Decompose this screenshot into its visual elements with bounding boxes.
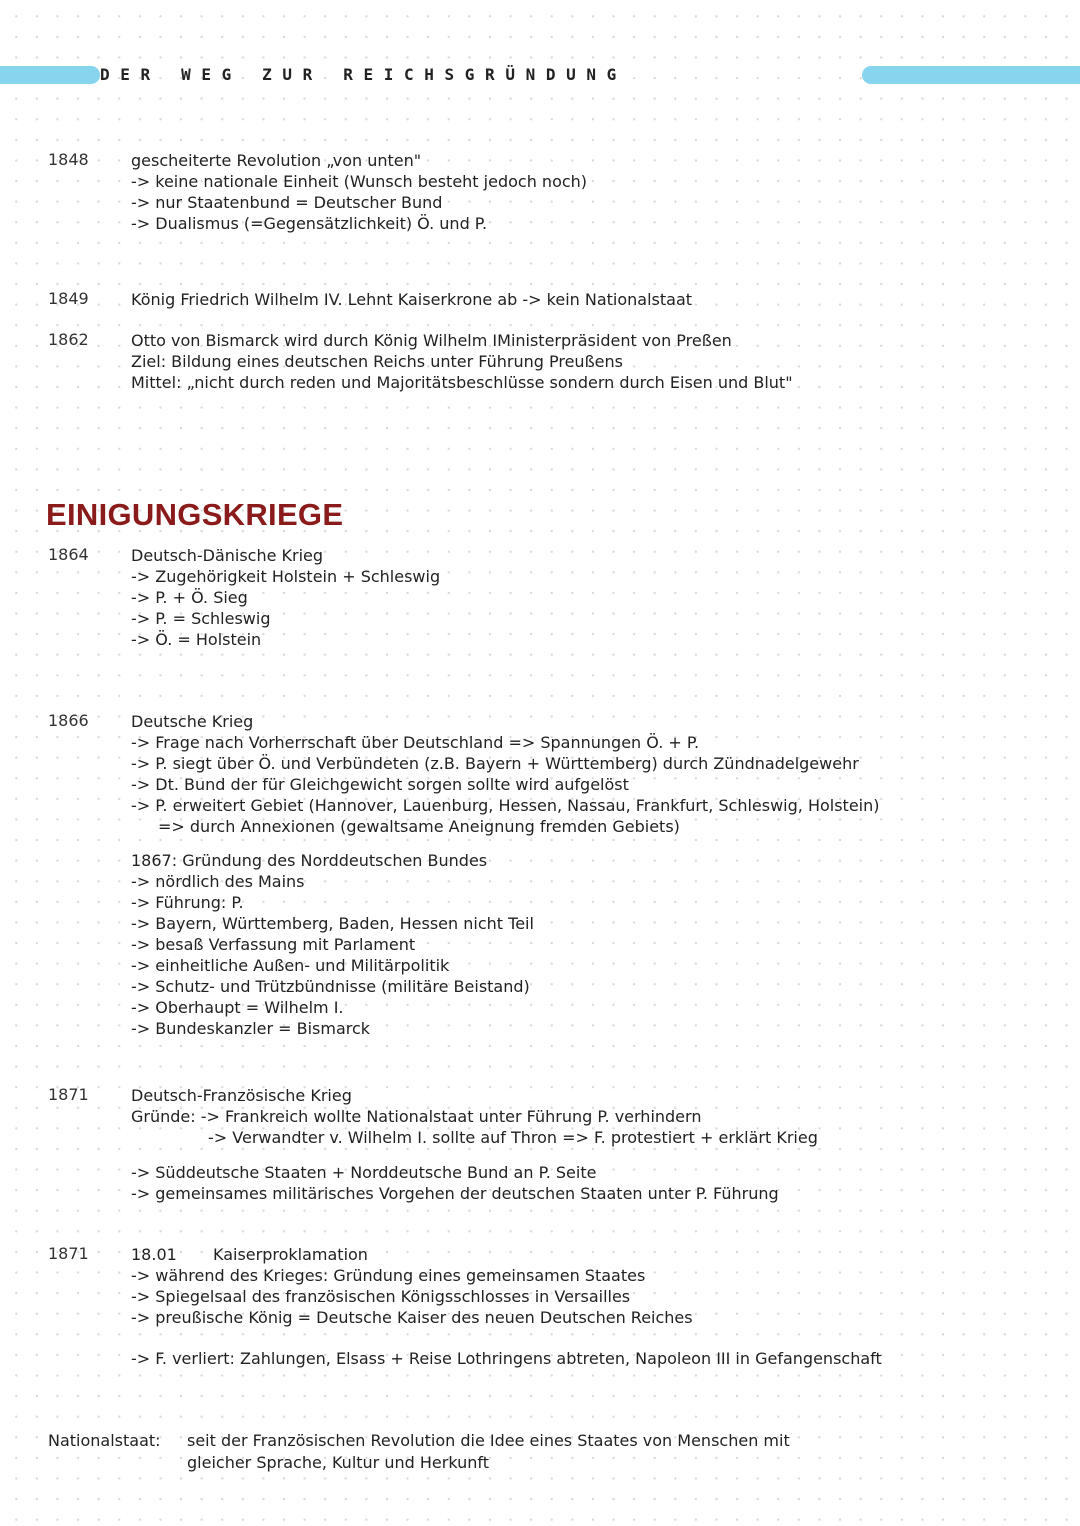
entry-1871a-line: -> Süddeutsche Staaten + Norddeutsche Bund an P. Seite (131, 1163, 597, 1182)
year-1849: 1849 (48, 289, 89, 308)
entry-1864-line: -> Zugehörigkeit Holstein + Schleswig (131, 567, 441, 586)
definition-term: Nationalstaat: (48, 1431, 161, 1450)
year-1866: 1866 (48, 711, 89, 730)
header-banner (0, 64, 1080, 86)
entry-1867-line: -> Bundeskanzler = Bismarck (131, 1019, 371, 1038)
entry-1871a-line: -> gemeinsames militärisches Vorgehen der deutschen Staaten unter P. Führung (131, 1184, 779, 1203)
entry-1862-line: Ziel: Bildung eines deutschen Reichs unter Führung Preußens (131, 352, 623, 371)
entry-1848-line: -> Dualismus (=Gegensätzlichkeit) Ö. und P. (131, 214, 488, 233)
entry-1866-line: => durch Annexionen (gewaltsame Aneignung fremden Gebiets) (158, 817, 680, 836)
entry-1867-line: -> nördlich des Mains (131, 872, 305, 891)
page-title: D E R W E G Z U R R E I C H S G R Ü N D U N G (100, 65, 617, 84)
entry-1848-line: -> keine nationale Einheit (Wunsch besteht jedoch noch) (131, 172, 588, 191)
entry-1871a-line: -> Verwandter v. Wilhelm I. sollte auf Thron => F. protestiert + erklärt Krieg (208, 1128, 818, 1147)
entry-1871a-line: Gründe: -> Frankreich wollte Nationalstaat unter Führung P. verhindern (131, 1107, 702, 1126)
entry-1862-line: Otto von Bismarck wird durch König Wilhelm IMinisterpräsident von Preßen (131, 331, 732, 350)
year-1864: 1864 (48, 545, 89, 564)
entry-1864-line: -> P. = Schleswig (131, 609, 271, 628)
definition-line: gleicher Sprache, Kultur und Herkunft (187, 1453, 489, 1472)
entry-1871b-line: -> Spiegelsaal des französischen Königsschlosses in Versailles (131, 1287, 631, 1306)
definition-line: seit der Französischen Revolution die Idee eines Staates von Menschen mit (187, 1431, 790, 1450)
entry-1866-line: Deutsche Krieg (131, 712, 254, 731)
entry-1867-line: -> einheitliche Außen- und Militärpolitik (131, 956, 450, 975)
year-1848: 1848 (48, 150, 89, 169)
entry-1867-line: -> Bayern, Württemberg, Baden, Hessen nicht Teil (131, 914, 534, 933)
entry-1848-line: gescheiterte Revolution „von unten" (131, 151, 422, 170)
header-bar-right (862, 66, 1080, 84)
entry-1867-line: 1867: Gründung des Norddeutschen Bundes (131, 851, 488, 870)
entry-1871b-line: -> preußische König = Deutsche Kaiser des neuen Deutschen Reiches (131, 1308, 693, 1327)
entry-1864-line: Deutsch-Dänische Krieg (131, 546, 324, 565)
entry-1866-line: -> P. siegt über Ö. und Verbündeten (z.B. Bayern + Württemberg) durch Zündnadelgewehr (131, 754, 859, 773)
section-title: EINIGUNGSKRIEGE (46, 497, 344, 532)
entry-1871a-line: Deutsch-Französische Krieg (131, 1086, 352, 1105)
entry-1871b-line: -> F. verliert: Zahlungen, Elsass + Reise Lothringens abtreten, Napoleon III in Gefangenschaft (131, 1349, 882, 1368)
entry-1867-line: -> Oberhaupt = Wilhelm I. (131, 998, 344, 1017)
year-1871-war: 1871 (48, 1085, 89, 1104)
entry-1848-line: -> nur Staatenbund = Deutscher Bund (131, 193, 443, 212)
entry-1864-line: -> P. + Ö. Sieg (131, 588, 248, 607)
year-1871-proclamation: 1871 (48, 1244, 89, 1263)
entry-1871b-date: 18.01 (131, 1245, 177, 1264)
entry-1849-line: König Friedrich Wilhelm IV. Lehnt Kaiserkrone ab -> kein Nationalstaat (131, 290, 693, 309)
entry-1862-line: Mittel: „nicht durch reden und Majoritätsbeschlüsse sondern durch Eisen und Blut" (131, 373, 793, 392)
header-bar-left (0, 66, 100, 84)
entry-1866-line: -> Dt. Bund der für Gleichgewicht sorgen sollte wird aufgelöst (131, 775, 629, 794)
entry-1864-line: -> Ö. = Holstein (131, 630, 262, 649)
entry-1867-line: -> Schutz- und Trützbündnisse (militäre Beistand) (131, 977, 530, 996)
entry-1866-line: -> Frage nach Vorherrschaft über Deutschland => Spannungen Ö. + P. (131, 733, 700, 752)
entry-1871b-line: Kaiserproklamation (213, 1245, 368, 1264)
year-1862: 1862 (48, 330, 89, 349)
entry-1867-line: -> Führung: P. (131, 893, 244, 912)
entry-1867-line: -> besaß Verfassung mit Parlament (131, 935, 416, 954)
entry-1866-line: -> P. erweitert Gebiet (Hannover, Lauenburg, Hessen, Nassau, Frankfurt, Schleswig, Holstein) (131, 796, 880, 815)
entry-1871b-line: -> während des Krieges: Gründung eines gemeinsamen Staates (131, 1266, 646, 1285)
